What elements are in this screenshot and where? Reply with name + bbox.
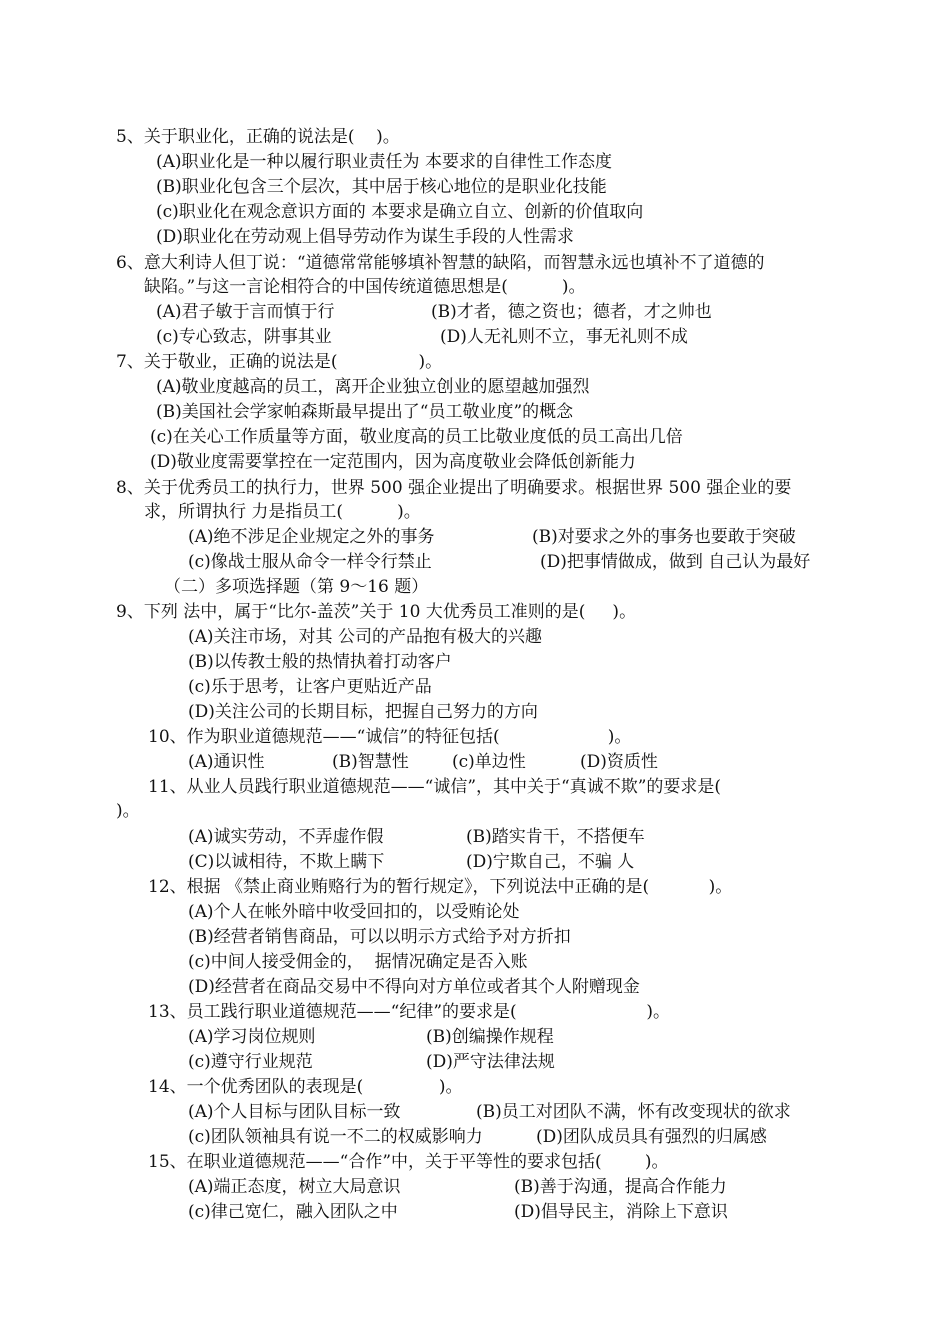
q5-option-b: (B)职业化包含三个层次，其中居于核心地位的是职业化技能: [156, 177, 607, 197]
q9-option-d: (D)关注公司的长期目标，把握自己努力的方向: [188, 702, 538, 722]
q10-option-a: (A)通识性: [188, 752, 265, 772]
question-7-stem: 7、关于敬业，正确的说法是( )。: [116, 352, 443, 372]
question-9-stem: 9、下列 法中，属于“比尔-盖茨”关于 10 大优秀员工准则的是( )。: [116, 602, 637, 622]
q8-option-a: (A)绝不涉足企业规定之外的事务: [188, 527, 435, 547]
q8-option-b: (B)对要求之外的事务也要敢于突破: [532, 527, 796, 547]
q5-option-d: (D)职业化在劳动观上倡导劳动作为谋生手段的人性需求: [156, 227, 574, 247]
question-11-stem-cont: )。: [116, 801, 140, 821]
q5-option-a: (A)职业化是一种以履行职业责任为 本要求的自律性工作态度: [156, 152, 612, 172]
q14-option-d: (D)团队成员具有强烈的归属感: [536, 1127, 767, 1147]
q13-option-c: (c)遵守行业规范: [188, 1052, 313, 1072]
question-8-stem-cont: 求，所谓执行 力是指员工( )。: [144, 502, 421, 522]
q11-option-b: (B)踏实肯干，不搭便车: [466, 827, 645, 847]
question-12-stem: 12、根据 《禁止商业贿赂行为的暂行规定》，下列说法中正确的是( )。: [148, 877, 733, 897]
question-8-stem: 8、关于优秀员工的执行力，世界 500 强企业提出了明确要求。根据世界 500 强企业的要: [116, 478, 792, 498]
q15-option-c: (c)律己宽仁，融入团队之中: [188, 1202, 398, 1222]
q15-option-a: (A)端正态度，树立大局意识: [188, 1177, 401, 1197]
question-14-stem: 14、一个优秀团队的表现是( )。: [148, 1077, 463, 1097]
q11-option-d: (D)宁欺自己，不骗 人: [466, 852, 635, 872]
question-11-stem: 11、从业人员践行职业道德规范——“诚信”，其中关于“真诚不欺”的要求是(: [148, 777, 722, 797]
q12-option-c: (c)中间人接受佣金的， 据情况确定是否入账: [188, 952, 528, 972]
q11-option-a: (A)诚实劳动，不弄虚作假: [188, 827, 384, 847]
q13-option-d: (D)严守法律法规: [426, 1052, 555, 1072]
section-heading-multiple-choice: （二）多项选择题（第 9～16 题）: [164, 577, 429, 597]
q14-option-b: (B)员工对团队不满，怀有改变现状的欲求: [476, 1102, 791, 1122]
q9-option-a: (A)关注市场，对其 公司的产品抱有极大的兴趣: [188, 627, 542, 647]
question-10-stem: 10、作为职业道德规范——“诚信”的特征包括( )。: [148, 727, 632, 747]
q13-option-a: (A)学习岗位规则: [188, 1027, 316, 1047]
q12-option-d: (D)经营者在商品交易中不得向对方单位或者其个人附赠现金: [188, 977, 640, 997]
q6-option-c: (c)专心致志，阱事其业: [156, 327, 332, 347]
q12-option-a: (A)个人在帐外暗中收受回扣的，以受贿论处: [188, 902, 520, 922]
q7-option-a: (A)敬业度越高的员工，离开企业独立创业的愿望越加强烈: [156, 377, 590, 397]
q13-option-b: (B)创编操作规程: [426, 1027, 554, 1047]
q10-option-b: (B)智慧性: [332, 752, 409, 772]
q15-option-d: (D)倡导民主，消除上下意识: [514, 1202, 728, 1222]
q6-option-a: (A)君子敏于言而慎于行: [156, 302, 335, 322]
question-6-stem: 6、意大利诗人但丁说：“道德常常能够填补智慧的缺陷，而智慧永远也填补不了道德的: [116, 253, 765, 273]
q8-option-c: (c)像战士服从命令一样令行禁止: [188, 552, 432, 572]
question-13-stem: 13、员工践行职业道德规范——“纪律”的要求是( )。: [148, 1002, 670, 1022]
q14-option-c: (c)团队领袖具有说一不二的权威影响力: [188, 1127, 483, 1147]
question-5-stem: 5、关于职业化，正确的说法是( )。: [116, 127, 400, 147]
question-6-stem-cont: 缺陷。”与这一言论相符合的中国传统道德思想是( )。: [144, 277, 586, 297]
question-15-stem: 15、在职业道德规范——“合作”中，关于平等性的要求包括( )。: [148, 1152, 669, 1172]
q6-option-d: (D)人无礼则不立，事无礼则不成: [440, 327, 688, 347]
q12-option-b: (B)经营者销售商品，可以以明示方式给予对方折扣: [188, 927, 571, 947]
q9-option-c: (c)乐于思考，让客户更贴近产品: [188, 677, 432, 697]
q7-option-b: (B)美国社会学家帕森斯最早提出了“员工敬业度”的概念: [156, 402, 574, 422]
q10-option-d: (D)资质性: [580, 752, 658, 772]
q9-option-b: (B)以传教士般的热情执着打动客户: [188, 652, 452, 672]
q7-option-c: (c)在关心工作质量等方面，敬业度高的员工比敬业度低的员工高出几倍: [150, 427, 683, 447]
q5-option-c: (c)职业化在观念意识方面的 本要求是确立自立、创新的价值取向: [156, 202, 644, 222]
q8-option-d: (D)把事情做成，做到 自己认为最好: [540, 552, 811, 572]
q11-option-c: (C)以诚相待，不欺上瞒下: [188, 852, 385, 872]
q7-option-d: (D)敬业度需要掌控在一定范围内，因为高度敬业会降低创新能力: [150, 452, 636, 472]
q10-option-c: (c)单边性: [452, 752, 526, 772]
q6-option-b: (B)才者，德之资也；德者，才之帅也: [431, 302, 712, 322]
q14-option-a: (A)个人目标与团队目标一致: [188, 1102, 401, 1122]
q15-option-b: (B)善于沟通，提高合作能力: [514, 1177, 727, 1197]
